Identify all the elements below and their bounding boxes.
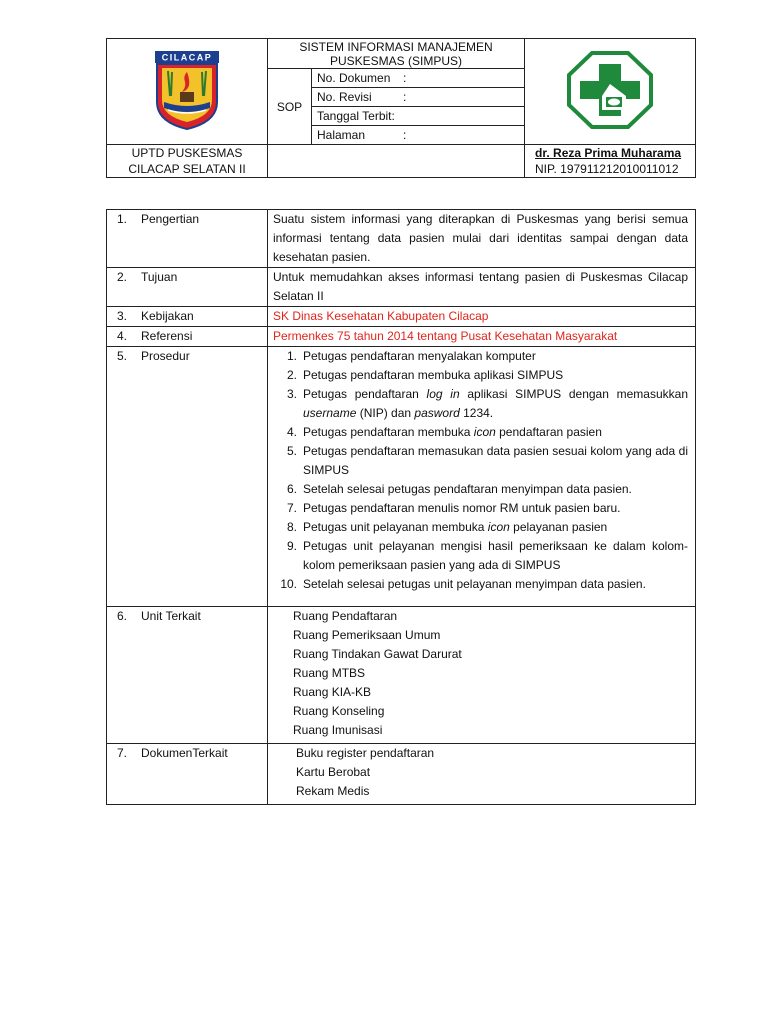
procedure-step [273, 423, 688, 442]
section-label-cell [107, 347, 268, 607]
section-content [268, 347, 696, 607]
meta-label: Halaman [317, 128, 366, 142]
unit-item: Ruang Pemeriksaan Umum [293, 628, 441, 642]
section-label: Pengertian [141, 212, 200, 226]
step-text: Petugas pendaftaran menyalakan komputer [303, 349, 536, 363]
unit-item: Ruang MTBS [293, 666, 366, 680]
step-text: Petugas pendaftaran membuka aplikasi SIMPUS [303, 368, 564, 382]
step-number: 7. [286, 501, 297, 515]
sop-header-table [106, 38, 696, 178]
section-number: 5. [117, 349, 128, 363]
meta-tanggal-terbit [312, 107, 525, 126]
meta-halaman [312, 126, 525, 145]
step-text: Petugas unit pelayanan membuka icon pelayanan pasien [303, 520, 608, 534]
section-label: DokumenTerkait [141, 746, 228, 760]
step-number: 6. [286, 482, 297, 496]
meta-label: No. Dokumen [317, 71, 391, 85]
organization-cell [107, 145, 268, 178]
meta-separator: : [403, 71, 407, 85]
step-number: 2. [286, 368, 297, 382]
sop-content-table [106, 209, 696, 805]
meta-separator: : [391, 109, 395, 123]
pengertian-text: Suatu sistem informasi yang diterapkan di Puskesmas yang berisi semua informasi tentang data pasien mulai dari identitas sampai dengan data kesehatan pasien. [273, 212, 688, 264]
signature-cell [525, 145, 696, 178]
procedure-step [273, 442, 688, 480]
meta-label: Tanggal Terbit [317, 109, 392, 123]
row-dokumen-terkait [107, 744, 696, 805]
row-prosedur [107, 347, 696, 607]
row-tujuan [107, 268, 696, 307]
unit-item: Ruang Tindakan Gawat Darurat [293, 647, 462, 661]
section-content [268, 268, 696, 307]
step-number: 1. [286, 349, 297, 363]
kebijakan-text: SK Dinas Kesehatan Kabupaten Cilacap [273, 309, 489, 323]
tujuan-text: Untuk memudahkan akses informasi tentang pasien di Puskesmas Cilacap Selatan II [273, 270, 688, 303]
signer-nip: NIP. 197911212010011012 [535, 162, 679, 176]
unit-item: Ruang Konseling [293, 704, 385, 718]
section-content [268, 210, 696, 268]
blank-signature-space [268, 145, 525, 178]
step-text: Petugas pendaftaran menulis nomor RM untuk pasien baru. [303, 501, 621, 515]
procedure-steps-list [273, 347, 688, 606]
procedure-step [273, 518, 688, 537]
procedure-step [273, 366, 688, 385]
section-label-cell [107, 307, 268, 327]
document-item: Kartu Berobat [296, 765, 371, 779]
section-label-cell [107, 268, 268, 307]
procedure-step [273, 347, 688, 366]
step-text: Petugas pendaftaran membuka icon pendaftaran pasien [303, 425, 602, 439]
unit-item: Ruang Pendaftaran [293, 609, 398, 623]
document-item: Buku register pendaftaran [296, 746, 435, 760]
section-content [268, 327, 696, 347]
meta-no-revisi [312, 88, 525, 107]
section-label-cell [107, 327, 268, 347]
step-number: 10. [280, 577, 297, 591]
meta-separator: : [403, 90, 407, 104]
step-text: Setelah selesai petugas unit pelayanan menyimpan data pasien. [303, 577, 646, 591]
step-number: 4. [286, 425, 297, 439]
procedure-step [273, 480, 688, 499]
step-text: Petugas pendaftaran log in aplikasi SIMPUS dengan memasukkan username (NIP) dan pasword 1234. [303, 387, 688, 420]
puskesmas-logo-cell [525, 39, 696, 145]
section-label-cell [107, 210, 268, 268]
row-unit-terkait [107, 607, 696, 744]
row-referensi [107, 327, 696, 347]
document-title-line2: PUSKESMAS (SIMPUS) [329, 54, 463, 68]
section-content [268, 307, 696, 327]
step-number: 9. [286, 539, 297, 553]
section-label: Tujuan [141, 270, 178, 284]
svg-text:CILACAP: CILACAP [161, 52, 213, 63]
step-number: 3. [286, 387, 297, 401]
document-item: Rekam Medis [296, 784, 370, 798]
referensi-text: Permenkes 75 tahun 2014 tentang Pusat Kesehatan Masyarakat [273, 329, 618, 343]
cilacap-emblem-cell [107, 39, 268, 145]
document-title-line1: SISTEM INFORMASI MANAJEMEN [299, 40, 493, 54]
row-pengertian [107, 210, 696, 268]
section-number: 2. [117, 270, 128, 284]
step-text: Petugas unit pelayanan mengisi hasil pemeriksaan ke dalam kolom-kolom pemeriksaan pasien yang ada di SIMPUS [303, 539, 688, 572]
section-content [268, 607, 696, 744]
procedure-step [273, 499, 688, 518]
procedure-step [273, 537, 688, 575]
organization-line2: CILACAP SELATAN II [128, 162, 246, 176]
section-label: Unit Terkait [141, 609, 201, 623]
puskesmas-logo [566, 50, 654, 130]
section-label-cell [107, 607, 268, 744]
section-label: Referensi [141, 329, 193, 343]
sop-label: SOP [276, 99, 303, 114]
section-number: 3. [117, 309, 128, 323]
procedure-step [273, 575, 688, 594]
meta-no-dokumen [312, 69, 525, 88]
step-number: 8. [286, 520, 297, 534]
step-number: 5. [286, 444, 297, 458]
section-content [268, 744, 696, 805]
section-number: 6. [117, 609, 128, 623]
document-title-cell [268, 39, 525, 69]
section-label-cell [107, 744, 268, 805]
signer-name: dr. Reza Prima Muharama [535, 146, 682, 160]
row-kebijakan [107, 307, 696, 327]
organization-line1: UPTD PUSKESMAS [131, 146, 243, 160]
procedure-step [273, 385, 688, 423]
section-label: Prosedur [141, 349, 190, 363]
section-number: 4. [117, 329, 128, 343]
cilacap-emblem-logo [154, 50, 220, 130]
section-number: 1. [117, 212, 128, 226]
step-text: Petugas pendaftaran memasukan data pasien sesuai kolom yang ada di SIMPUS [303, 444, 688, 477]
sop-label-cell [268, 69, 312, 145]
meta-label: No. Revisi [317, 90, 372, 104]
unit-item: Ruang Imunisasi [293, 723, 383, 737]
step-text: Setelah selesai petugas pendaftaran menyimpan data pasien. [303, 482, 632, 496]
section-number: 7. [117, 746, 128, 760]
section-label: Kebijakan [141, 309, 194, 323]
unit-item: Ruang KIA-KB [293, 685, 372, 699]
meta-separator: : [403, 128, 407, 142]
